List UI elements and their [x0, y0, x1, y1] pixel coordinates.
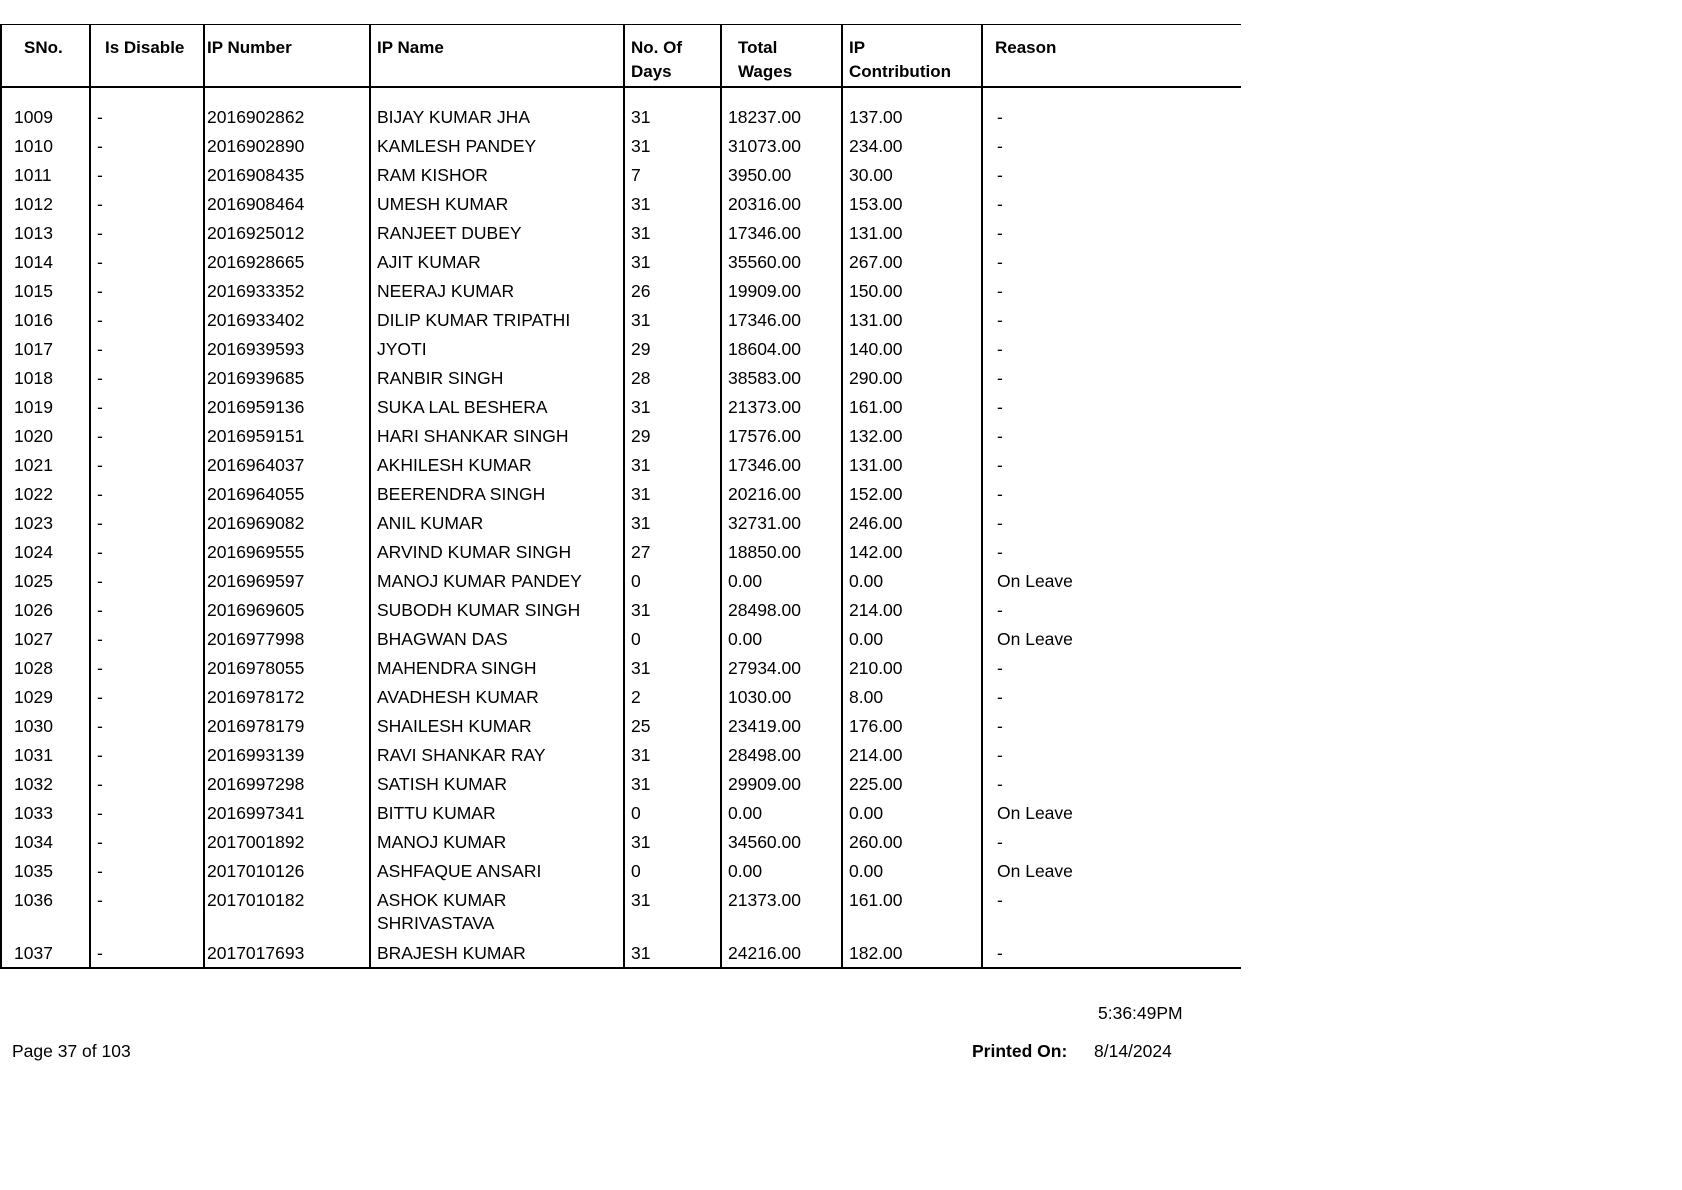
- cell-ip-contribution: 225.00: [842, 769, 982, 798]
- cell-sno: 1035: [1, 856, 90, 885]
- cell-ip-contribution: 137.00: [842, 102, 982, 131]
- cell-reason: On Leave: [982, 856, 1241, 885]
- cell-days: 31: [624, 189, 721, 218]
- cell-days: 28: [624, 363, 721, 392]
- cell-is-disable: -: [90, 827, 204, 856]
- cell-total-wages: 0.00: [721, 856, 842, 885]
- page-number: Page 37 of 103: [12, 1041, 131, 1061]
- cell-is-disable: -: [90, 102, 204, 131]
- cell-is-disable: -: [90, 595, 204, 624]
- cell-is-disable: -: [90, 160, 204, 189]
- cell-ip-number: 2017017693: [204, 938, 370, 968]
- cell-ip-contribution: 176.00: [842, 711, 982, 740]
- cell-ip-name: BRAJESH KUMAR: [370, 938, 624, 968]
- cell-is-disable: -: [90, 711, 204, 740]
- cell-days: 31: [624, 218, 721, 247]
- cell-ip-number: 2016902890: [204, 131, 370, 160]
- table-row: [1, 938, 1241, 968]
- cell-days: 27: [624, 537, 721, 566]
- cell-reason: -: [982, 595, 1241, 624]
- cell-total-wages: 3950.00: [721, 160, 842, 189]
- print-time: 5:36:49PM: [1098, 1003, 1183, 1023]
- cell-reason: -: [982, 769, 1241, 798]
- table-row: [1, 711, 1241, 740]
- cell-reason: -: [982, 392, 1241, 421]
- cell-ip-contribution: 30.00: [842, 160, 982, 189]
- cell-sno: 1009: [1, 102, 90, 131]
- cell-reason: -: [982, 682, 1241, 711]
- cell-total-wages: 21373.00: [721, 392, 842, 421]
- cell-days: 31: [624, 450, 721, 479]
- cell-sno: 1020: [1, 421, 90, 450]
- cell-reason: On Leave: [982, 566, 1241, 595]
- cell-total-wages: 18604.00: [721, 334, 842, 363]
- cell-sno: 1014: [1, 247, 90, 276]
- cell-reason: -: [982, 450, 1241, 479]
- spacer-cell: [842, 87, 982, 102]
- table-row: [1, 363, 1241, 392]
- table-row: [1, 508, 1241, 537]
- cell-is-disable: -: [90, 938, 204, 968]
- cell-days: 31: [624, 827, 721, 856]
- cell-total-wages: 18237.00: [721, 102, 842, 131]
- cell-days: 2: [624, 682, 721, 711]
- header-ip-contribution: [842, 25, 982, 87]
- table-row: [1, 885, 1241, 938]
- cell-reason: On Leave: [982, 798, 1241, 827]
- spacer-cell: [721, 87, 842, 102]
- table-row: [1, 682, 1241, 711]
- cell-reason: -: [982, 102, 1241, 131]
- cell-is-disable: -: [90, 682, 204, 711]
- cell-sno: 1010: [1, 131, 90, 160]
- cell-days: 31: [624, 885, 721, 938]
- header-sno: [1, 25, 90, 87]
- cell-ip-name: ANIL KUMAR: [370, 508, 624, 537]
- cell-ip-contribution: 0.00: [842, 566, 982, 595]
- header-ip-name: [370, 25, 624, 87]
- cell-is-disable: -: [90, 798, 204, 827]
- cell-ip-name: MAHENDRA SINGH: [370, 653, 624, 682]
- cell-ip-contribution: 214.00: [842, 740, 982, 769]
- cell-is-disable: -: [90, 885, 204, 938]
- cell-ip-number: 2016993139: [204, 740, 370, 769]
- cell-total-wages: 0.00: [721, 798, 842, 827]
- cell-ip-contribution: 140.00: [842, 334, 982, 363]
- cell-reason: -: [982, 711, 1241, 740]
- cell-is-disable: -: [90, 247, 204, 276]
- cell-ip-contribution: 182.00: [842, 938, 982, 968]
- cell-ip-contribution: 131.00: [842, 450, 982, 479]
- cell-total-wages: 38583.00: [721, 363, 842, 392]
- cell-reason: -: [982, 885, 1241, 938]
- cell-ip-contribution: 260.00: [842, 827, 982, 856]
- cell-ip-contribution: 152.00: [842, 479, 982, 508]
- cell-ip-name: BHAGWAN DAS: [370, 624, 624, 653]
- cell-is-disable: -: [90, 450, 204, 479]
- header-ip-number-label: IP Number: [207, 38, 292, 57]
- cell-total-wages: 24216.00: [721, 938, 842, 968]
- table-row: [1, 537, 1241, 566]
- cell-days: 26: [624, 276, 721, 305]
- cell-ip-name: ARVIND KUMAR SINGH: [370, 537, 624, 566]
- cell-total-wages: 20316.00: [721, 189, 842, 218]
- cell-days: 31: [624, 938, 721, 968]
- table-body: [1, 87, 1241, 968]
- cell-ip-contribution: 0.00: [842, 798, 982, 827]
- cell-ip-number: 2016908464: [204, 189, 370, 218]
- cell-sno: 1028: [1, 653, 90, 682]
- cell-sno: 1026: [1, 595, 90, 624]
- cell-days: 25: [624, 711, 721, 740]
- cell-sno: 1016: [1, 305, 90, 334]
- cell-is-disable: -: [90, 392, 204, 421]
- cell-ip-number: 2016908435: [204, 160, 370, 189]
- table-row: [1, 334, 1241, 363]
- spacer-cell: [90, 87, 204, 102]
- cell-days: 29: [624, 421, 721, 450]
- header-days-line2: Days: [631, 62, 672, 81]
- cell-reason: -: [982, 537, 1241, 566]
- header-wages-line1: Total: [738, 38, 778, 57]
- cell-ip-name: MANOJ KUMAR: [370, 827, 624, 856]
- table-row: [1, 595, 1241, 624]
- cell-total-wages: 1030.00: [721, 682, 842, 711]
- cell-is-disable: -: [90, 508, 204, 537]
- cell-is-disable: -: [90, 624, 204, 653]
- cell-ip-number: 2016939685: [204, 363, 370, 392]
- cell-sno: 1031: [1, 740, 90, 769]
- cell-ip-name: RAM KISHOR: [370, 160, 624, 189]
- header-reason-label: Reason: [995, 38, 1057, 57]
- cell-ip-name: HARI SHANKAR SINGH: [370, 421, 624, 450]
- table-row: [1, 740, 1241, 769]
- cell-days: 0: [624, 566, 721, 595]
- cell-ip-number: 2017010126: [204, 856, 370, 885]
- contribution-table-wrapper: [0, 24, 1240, 969]
- cell-days: 7: [624, 160, 721, 189]
- spacer-cell: [982, 87, 1241, 102]
- cell-sno: 1027: [1, 624, 90, 653]
- cell-ip-name: KAMLESH PANDEY: [370, 131, 624, 160]
- printed-on-label: Printed On:: [972, 1041, 1068, 1061]
- cell-reason: -: [982, 305, 1241, 334]
- contribution-table: [0, 24, 1241, 969]
- header-ip-number: [204, 25, 370, 87]
- table-row: [1, 421, 1241, 450]
- cell-is-disable: -: [90, 653, 204, 682]
- header-sno-label: SNo.: [24, 38, 63, 57]
- cell-ip-name: DILIP KUMAR TRIPATHI: [370, 305, 624, 334]
- cell-days: 31: [624, 653, 721, 682]
- cell-ip-contribution: 0.00: [842, 624, 982, 653]
- cell-ip-name: BEERENDRA SINGH: [370, 479, 624, 508]
- header-contrib-line2: Contribution: [849, 62, 951, 81]
- cell-ip-contribution: 267.00: [842, 247, 982, 276]
- cell-total-wages: 21373.00: [721, 885, 842, 938]
- cell-ip-contribution: 161.00: [842, 885, 982, 938]
- cell-ip-name: NEERAJ KUMAR: [370, 276, 624, 305]
- header-is-disable: [90, 25, 204, 87]
- cell-sno: 1032: [1, 769, 90, 798]
- cell-ip-name: SUKA LAL BESHERA: [370, 392, 624, 421]
- cell-sno: 1034: [1, 827, 90, 856]
- cell-ip-contribution: 210.00: [842, 653, 982, 682]
- cell-sno: 1013: [1, 218, 90, 247]
- cell-total-wages: 28498.00: [721, 595, 842, 624]
- cell-total-wages: 18850.00: [721, 537, 842, 566]
- cell-sno: 1029: [1, 682, 90, 711]
- cell-ip-name: ASHOK KUMAR SHRIVASTAVA: [370, 885, 624, 938]
- cell-ip-name: AVADHESH KUMAR: [370, 682, 624, 711]
- cell-ip-contribution: 234.00: [842, 131, 982, 160]
- cell-ip-name: SATISH KUMAR: [370, 769, 624, 798]
- cell-ip-name: RANBIR SINGH: [370, 363, 624, 392]
- table-row: [1, 160, 1241, 189]
- header-total-wages: [721, 25, 842, 87]
- cell-reason: -: [982, 189, 1241, 218]
- table-row: [1, 189, 1241, 218]
- cell-ip-name: AKHILESH KUMAR: [370, 450, 624, 479]
- cell-ip-number: 2016969082: [204, 508, 370, 537]
- cell-ip-contribution: 150.00: [842, 276, 982, 305]
- cell-ip-contribution: 290.00: [842, 363, 982, 392]
- header-row: [1, 25, 1241, 87]
- cell-total-wages: 29909.00: [721, 769, 842, 798]
- cell-ip-number: 2016939593: [204, 334, 370, 363]
- cell-ip-number: 2016969555: [204, 537, 370, 566]
- cell-total-wages: 27934.00: [721, 653, 842, 682]
- table-row: [1, 247, 1241, 276]
- header-days: [624, 25, 721, 87]
- cell-sno: 1030: [1, 711, 90, 740]
- cell-reason: -: [982, 740, 1241, 769]
- cell-ip-number: 2016959151: [204, 421, 370, 450]
- table-row: [1, 102, 1241, 131]
- cell-reason: -: [982, 363, 1241, 392]
- cell-total-wages: 31073.00: [721, 131, 842, 160]
- cell-reason: -: [982, 160, 1241, 189]
- cell-total-wages: 0.00: [721, 566, 842, 595]
- cell-sno: 1023: [1, 508, 90, 537]
- cell-total-wages: 19909.00: [721, 276, 842, 305]
- cell-is-disable: -: [90, 740, 204, 769]
- table-row: [1, 653, 1241, 682]
- table-header: [1, 25, 1241, 87]
- cell-ip-number: 2016925012: [204, 218, 370, 247]
- cell-sno: 1018: [1, 363, 90, 392]
- cell-days: 0: [624, 798, 721, 827]
- cell-total-wages: 17346.00: [721, 218, 842, 247]
- cell-ip-number: 2016969605: [204, 595, 370, 624]
- cell-ip-number: 2016978055: [204, 653, 370, 682]
- cell-sno: 1019: [1, 392, 90, 421]
- header-is-disable-label: Is Disable: [105, 38, 185, 57]
- cell-is-disable: -: [90, 305, 204, 334]
- cell-days: 0: [624, 856, 721, 885]
- printed-on-date: 8/14/2024: [1094, 1041, 1172, 1061]
- cell-total-wages: 17346.00: [721, 305, 842, 334]
- cell-ip-contribution: 142.00: [842, 537, 982, 566]
- header-reason: [982, 25, 1241, 87]
- cell-sno: 1012: [1, 189, 90, 218]
- cell-is-disable: -: [90, 363, 204, 392]
- cell-sno: 1024: [1, 537, 90, 566]
- cell-sno: 1022: [1, 479, 90, 508]
- cell-days: 31: [624, 769, 721, 798]
- cell-ip-number: 2016978179: [204, 711, 370, 740]
- cell-reason: -: [982, 421, 1241, 450]
- cell-ip-number: 2016933352: [204, 276, 370, 305]
- cell-sno: 1011: [1, 160, 90, 189]
- cell-is-disable: -: [90, 131, 204, 160]
- cell-reason: -: [982, 334, 1241, 363]
- table-spacer-row: [1, 87, 1241, 102]
- cell-ip-number: 2016997341: [204, 798, 370, 827]
- cell-is-disable: -: [90, 856, 204, 885]
- cell-ip-number: 2016964055: [204, 479, 370, 508]
- spacer-cell: [624, 87, 721, 102]
- cell-days: 0: [624, 624, 721, 653]
- cell-ip-contribution: 131.00: [842, 305, 982, 334]
- cell-ip-contribution: 153.00: [842, 189, 982, 218]
- cell-ip-contribution: 132.00: [842, 421, 982, 450]
- table-row: [1, 798, 1241, 827]
- cell-is-disable: -: [90, 421, 204, 450]
- cell-days: 31: [624, 392, 721, 421]
- cell-ip-number: 2016959136: [204, 392, 370, 421]
- header-wages-line2: Wages: [738, 62, 793, 81]
- cell-ip-contribution: 246.00: [842, 508, 982, 537]
- spacer-cell: [204, 87, 370, 102]
- table-row: [1, 566, 1241, 595]
- cell-ip-name: RANJEET DUBEY: [370, 218, 624, 247]
- table-row: [1, 392, 1241, 421]
- cell-is-disable: -: [90, 537, 204, 566]
- cell-is-disable: -: [90, 566, 204, 595]
- cell-is-disable: -: [90, 276, 204, 305]
- cell-days: 31: [624, 305, 721, 334]
- cell-sno: 1037: [1, 938, 90, 968]
- cell-reason: -: [982, 131, 1241, 160]
- cell-ip-contribution: 131.00: [842, 218, 982, 247]
- header-days-line1: No. Of: [631, 38, 682, 57]
- table-row: [1, 769, 1241, 798]
- cell-total-wages: 32731.00: [721, 508, 842, 537]
- cell-ip-name: JYOTI: [370, 334, 624, 363]
- spacer-cell: [370, 87, 624, 102]
- cell-sno: 1025: [1, 566, 90, 595]
- table-row: [1, 479, 1241, 508]
- cell-ip-number: 2016928665: [204, 247, 370, 276]
- cell-ip-name: AJIT KUMAR: [370, 247, 624, 276]
- cell-ip-number: 2016902862: [204, 102, 370, 131]
- cell-total-wages: 20216.00: [721, 479, 842, 508]
- cell-total-wages: 34560.00: [721, 827, 842, 856]
- cell-ip-number: 2016964037: [204, 450, 370, 479]
- cell-ip-name: SUBODH KUMAR SINGH: [370, 595, 624, 624]
- table-row: [1, 624, 1241, 653]
- spacer-cell: [1, 87, 90, 102]
- cell-days: 31: [624, 508, 721, 537]
- cell-ip-number: 2016977998: [204, 624, 370, 653]
- table-row: [1, 856, 1241, 885]
- cell-is-disable: -: [90, 189, 204, 218]
- cell-reason: -: [982, 479, 1241, 508]
- table-row: [1, 827, 1241, 856]
- cell-ip-number: 2017010182: [204, 885, 370, 938]
- cell-ip-name: SHAILESH KUMAR: [370, 711, 624, 740]
- cell-reason: -: [982, 508, 1241, 537]
- table-row: [1, 305, 1241, 334]
- cell-reason: On Leave: [982, 624, 1241, 653]
- cell-ip-number: 2017001892: [204, 827, 370, 856]
- cell-days: 31: [624, 247, 721, 276]
- cell-total-wages: 0.00: [721, 624, 842, 653]
- cell-reason: -: [982, 653, 1241, 682]
- cell-ip-number: 2016997298: [204, 769, 370, 798]
- cell-reason: -: [982, 247, 1241, 276]
- cell-ip-number: 2016978172: [204, 682, 370, 711]
- cell-ip-contribution: 8.00: [842, 682, 982, 711]
- header-contrib-line1: IP: [849, 38, 866, 57]
- table-row: [1, 450, 1241, 479]
- cell-sno: 1017: [1, 334, 90, 363]
- cell-ip-contribution: 0.00: [842, 856, 982, 885]
- table-row: [1, 276, 1241, 305]
- cell-is-disable: -: [90, 334, 204, 363]
- cell-total-wages: 17346.00: [721, 450, 842, 479]
- cell-ip-number: 2016969597: [204, 566, 370, 595]
- cell-is-disable: -: [90, 479, 204, 508]
- cell-sno: 1036: [1, 885, 90, 938]
- cell-days: 31: [624, 479, 721, 508]
- cell-sno: 1015: [1, 276, 90, 305]
- cell-ip-name: BIJAY KUMAR JHA: [370, 102, 624, 131]
- cell-ip-number: 2016933402: [204, 305, 370, 334]
- cell-ip-contribution: 161.00: [842, 392, 982, 421]
- table-row: [1, 218, 1241, 247]
- cell-days: 29: [624, 334, 721, 363]
- cell-reason: -: [982, 827, 1241, 856]
- header-ip-name-label: IP Name: [377, 38, 444, 57]
- cell-sno: 1033: [1, 798, 90, 827]
- cell-days: 31: [624, 102, 721, 131]
- cell-is-disable: -: [90, 218, 204, 247]
- cell-reason: -: [982, 276, 1241, 305]
- table-row: [1, 131, 1241, 160]
- cell-ip-name: RAVI SHANKAR RAY: [370, 740, 624, 769]
- cell-ip-name: BITTU KUMAR: [370, 798, 624, 827]
- cell-ip-name: UMESH KUMAR: [370, 189, 624, 218]
- cell-reason: -: [982, 938, 1241, 968]
- cell-total-wages: 28498.00: [721, 740, 842, 769]
- cell-reason: -: [982, 218, 1241, 247]
- cell-total-wages: 35560.00: [721, 247, 842, 276]
- cell-days: 31: [624, 595, 721, 624]
- cell-ip-contribution: 214.00: [842, 595, 982, 624]
- cell-total-wages: 23419.00: [721, 711, 842, 740]
- cell-days: 31: [624, 740, 721, 769]
- cell-sno: 1021: [1, 450, 90, 479]
- cell-days: 31: [624, 131, 721, 160]
- cell-ip-name: MANOJ KUMAR PANDEY: [370, 566, 624, 595]
- cell-is-disable: -: [90, 769, 204, 798]
- cell-ip-name: ASHFAQUE ANSARI: [370, 856, 624, 885]
- cell-total-wages: 17576.00: [721, 421, 842, 450]
